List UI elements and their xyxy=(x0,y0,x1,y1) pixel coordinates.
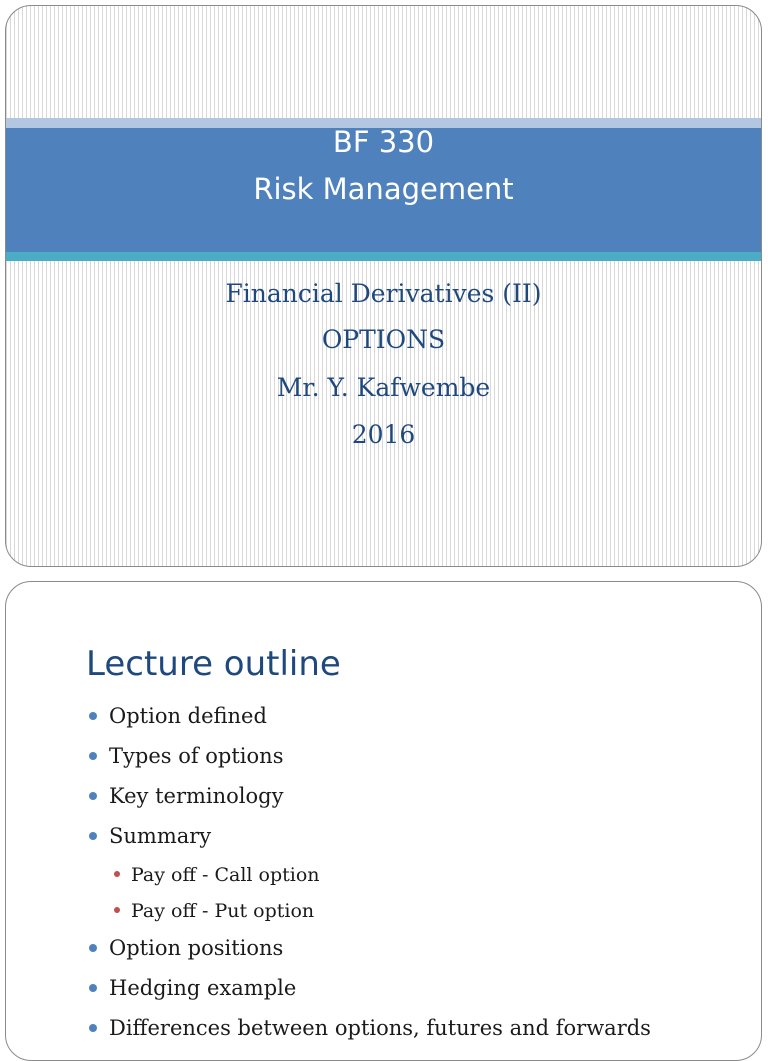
subtitle-year: 2016 xyxy=(351,420,416,449)
outline-item-text: Hedging example xyxy=(109,976,297,1000)
bullet-dot-icon xyxy=(89,944,97,952)
outline-slide xyxy=(5,581,762,1061)
outline-subitem xyxy=(86,898,651,934)
outline-item-text: Option positions xyxy=(109,936,284,960)
outline-item-text: Option defined xyxy=(109,704,267,728)
bullet-dot-icon xyxy=(89,832,97,840)
outline-item-text: Differences between options, futures and forwards xyxy=(109,1016,651,1040)
subtitle-section: OPTIONS xyxy=(321,325,446,354)
title-slide xyxy=(5,5,762,567)
course-code: BF 330 xyxy=(332,125,435,159)
subtitle-topic: Financial Derivatives (II) xyxy=(225,279,542,308)
outline-heading: Lecture outline xyxy=(86,644,341,684)
outline-item xyxy=(86,782,651,822)
title-band-bottom-stripe xyxy=(6,252,761,261)
outline-item xyxy=(86,934,651,974)
bullet-dot-icon xyxy=(89,1024,97,1032)
outline-item xyxy=(86,742,651,782)
outline-subitem-text: Pay off - Put option xyxy=(131,900,315,922)
outline-item-text: Types of options xyxy=(109,744,284,768)
outline-item-text: Key terminology xyxy=(109,784,284,808)
bullet-dot-icon xyxy=(89,792,97,800)
sub-bullet-dot-icon xyxy=(114,871,120,877)
outline-item xyxy=(86,822,651,862)
subtitle-author: Mr. Y. Kafwembe xyxy=(276,373,491,402)
outline-item-text: Summary xyxy=(109,824,212,848)
bullet-dot-icon xyxy=(89,712,97,720)
outline-item xyxy=(86,974,651,1014)
outline-subitem-text: Pay off - Call option xyxy=(131,864,320,886)
sub-bullet-dot-icon xyxy=(114,907,120,913)
course-title: Risk Management xyxy=(253,172,514,206)
outline-subitem xyxy=(86,862,651,898)
bullet-dot-icon xyxy=(89,984,97,992)
outline-item xyxy=(86,1014,651,1054)
outline-item xyxy=(86,702,651,742)
outline-bullet-list xyxy=(86,702,651,1054)
bullet-dot-icon xyxy=(89,752,97,760)
